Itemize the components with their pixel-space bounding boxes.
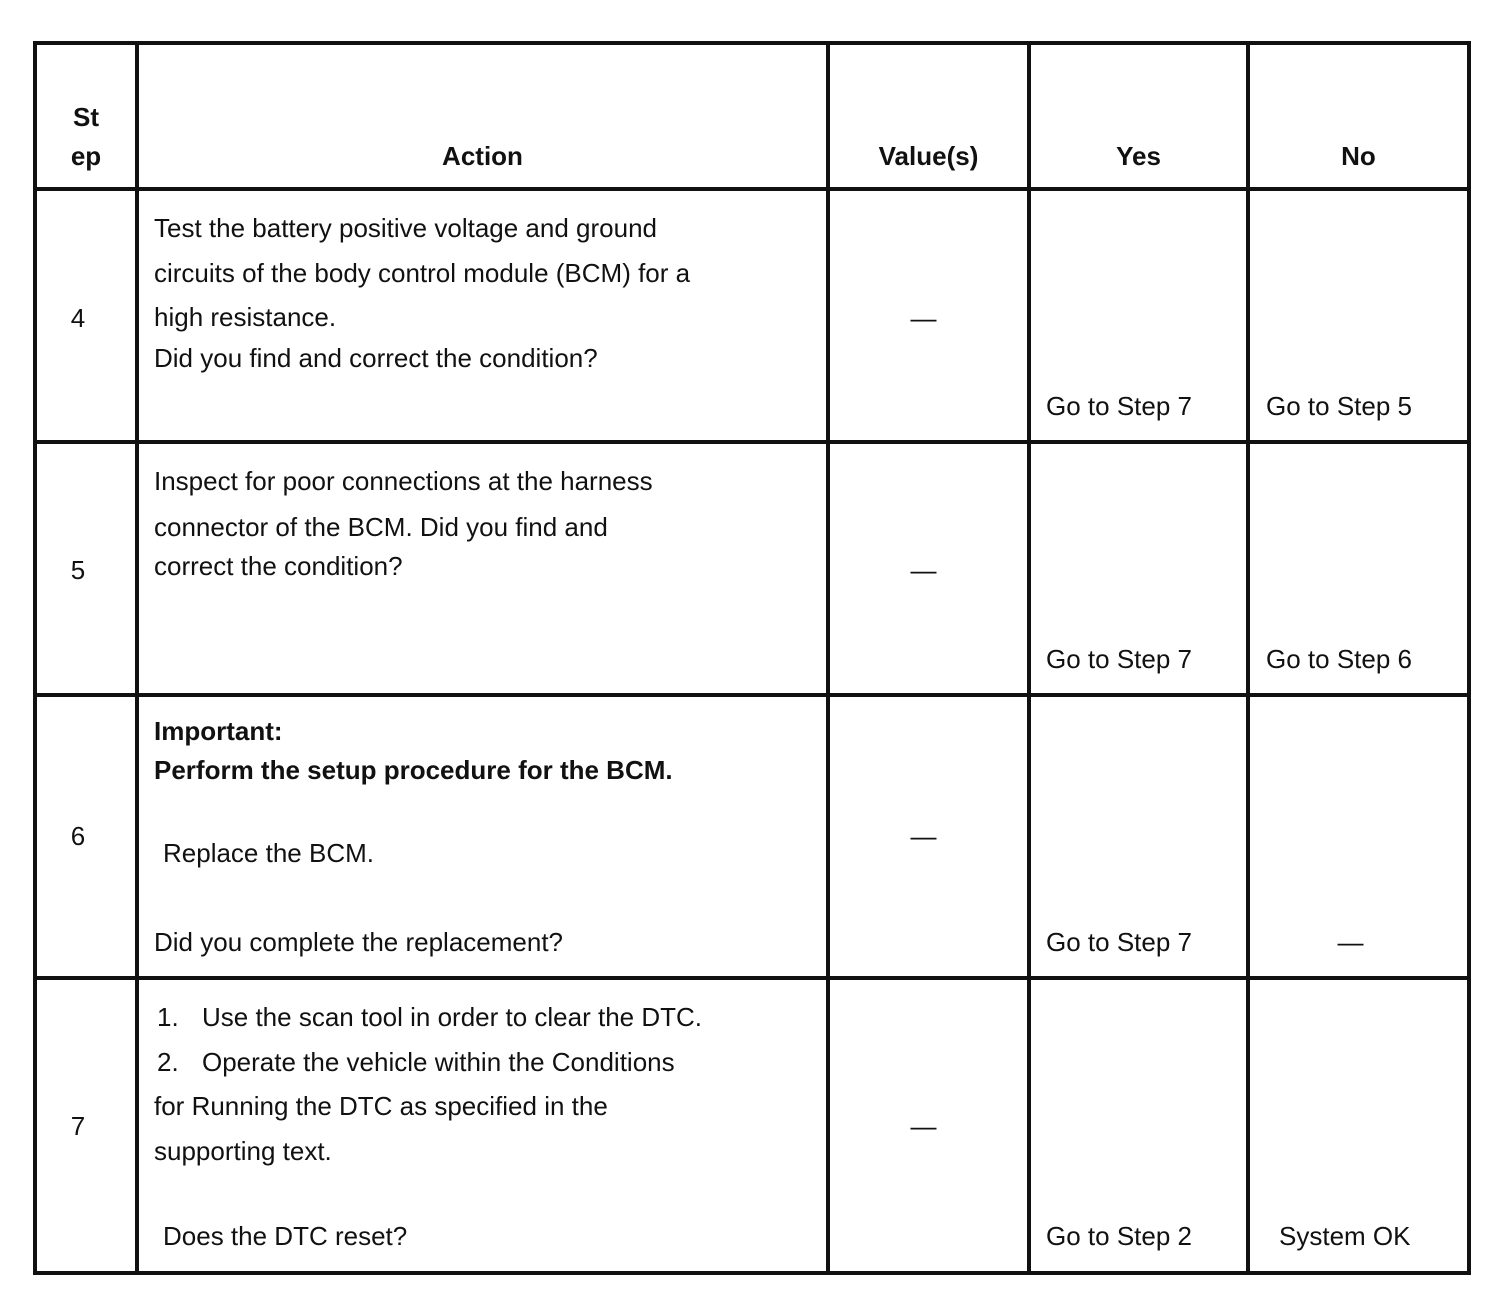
list-number: 2. <box>157 1047 179 1077</box>
action-text-line: circuits of the body control module (BCM) for a <box>154 258 691 288</box>
action-text-line: connector of the BCM. Did you find and <box>154 512 608 542</box>
value-dash: — <box>910 821 937 851</box>
action-text-line: high resistance. <box>154 302 337 332</box>
action-question: Does the DTC reset? <box>163 1221 408 1251</box>
header-values: Value(s) <box>878 141 979 171</box>
value-dash: — <box>910 303 937 333</box>
step-number: 6 <box>70 821 86 851</box>
yes-link[interactable]: Go to Step 2 <box>1046 1221 1192 1251</box>
step-number: 5 <box>70 555 86 585</box>
header-step-line-1: St <box>73 102 99 132</box>
action-text-line: correct the condition? <box>154 551 403 581</box>
header-step-line-2: ep <box>70 141 102 171</box>
step-number: 7 <box>70 1111 86 1141</box>
action-text-line: Operate the vehicle within the Conditions <box>202 1047 675 1077</box>
step-number: 4 <box>70 303 86 333</box>
column-divider-step <box>135 41 139 1275</box>
yes-link[interactable]: Go to Step 7 <box>1046 391 1192 421</box>
important-label: Important: <box>154 716 283 746</box>
column-divider-values <box>1027 41 1031 1275</box>
no-result: System OK <box>1279 1221 1411 1251</box>
value-dash: — <box>910 555 937 585</box>
table-divider-row-6 <box>33 976 1471 980</box>
action-text-line: Did you complete the replacement? <box>154 927 564 957</box>
table-divider-row-5 <box>33 693 1471 697</box>
action-text-line: Test the battery positive voltage and ground <box>154 213 657 243</box>
column-divider-action <box>826 41 830 1275</box>
action-text-line: Did you find and correct the condition? <box>154 343 598 373</box>
action-text-line: Use the scan tool in order to clear the DTC. <box>202 1002 703 1032</box>
action-text-line: supporting text. <box>154 1136 332 1166</box>
table-border-left <box>33 41 37 1275</box>
header-action: Action <box>442 141 523 171</box>
yes-link[interactable]: Go to Step 7 <box>1046 644 1192 674</box>
value-dash: — <box>910 1111 937 1141</box>
table-divider-header <box>33 187 1471 191</box>
no-link[interactable]: Go to Step 5 <box>1266 391 1412 421</box>
table-border-right <box>1467 41 1471 1275</box>
table-border-bottom <box>33 1271 1471 1275</box>
no-dash: — <box>1337 927 1364 957</box>
action-text-line: Inspect for poor connections at the harness <box>154 466 653 496</box>
yes-link[interactable]: Go to Step 7 <box>1046 927 1192 957</box>
table-border-top <box>33 41 1471 45</box>
no-link[interactable]: Go to Step 6 <box>1266 644 1412 674</box>
action-text-line: for Running the DTC as specified in the <box>154 1091 608 1121</box>
header-no: No <box>1341 141 1376 171</box>
list-number: 1. <box>157 1002 179 1032</box>
action-text-line: Replace the BCM. <box>163 838 374 868</box>
column-divider-yes <box>1246 41 1250 1275</box>
important-note: Perform the setup procedure for the BCM. <box>154 755 673 785</box>
table-divider-row-4 <box>33 440 1471 444</box>
header-yes: Yes <box>1116 141 1161 171</box>
